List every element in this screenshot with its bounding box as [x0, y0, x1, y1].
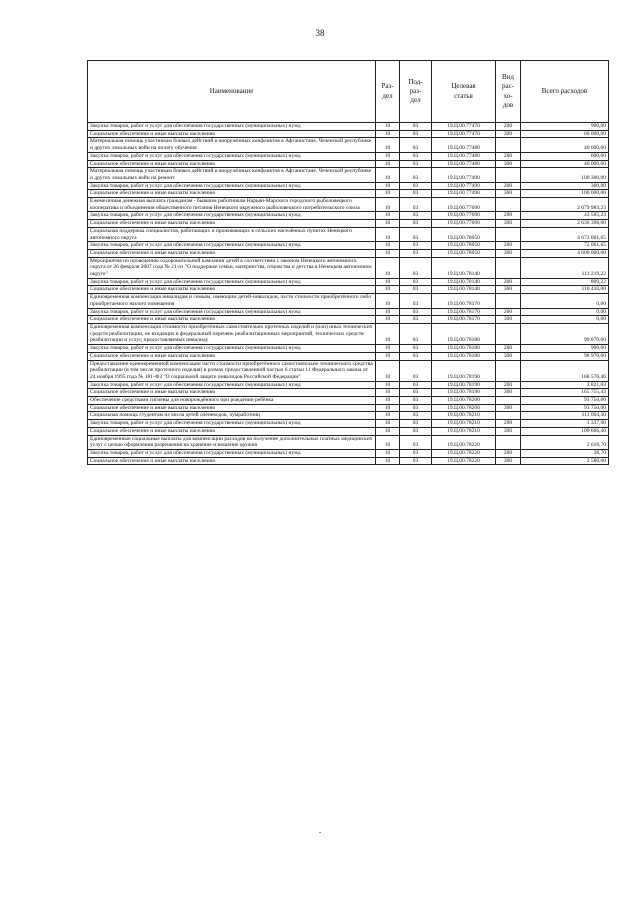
row-total: 99 870,00 [521, 323, 609, 344]
row-name: Единовременная компенсация стоимости приобретённых самостоятельно протезных изделий и (или) иных технических средств реабилитации, не входящих в федеральный перечень реабилитационных мероприятий, технических средств реабилитации и услуг, предоставляемых инвалиду [88, 323, 376, 344]
row-expense-type: 200 [496, 381, 521, 389]
row-expense-type [496, 257, 521, 278]
row-section: 10 [376, 457, 400, 465]
row-expense-type [496, 397, 521, 405]
budget-table [87, 60, 609, 465]
row-total: 111 004,30 [521, 412, 609, 420]
row-total: 900,00 [521, 345, 609, 353]
table-row [88, 220, 609, 228]
row-total: 109 666,40 [521, 427, 609, 435]
row-total: 809,22 [521, 278, 609, 286]
row-total: 1 337,90 [521, 420, 609, 428]
row-expense-type: 300 [496, 249, 521, 257]
row-subsection: 03 [400, 457, 432, 465]
row-name: Закупка товаров, работ и услуг для обеспечения государственных (муниципальных) нужд [88, 152, 376, 160]
row-target: 19.Ц.00.78220 [432, 457, 496, 465]
row-total: 38,70 [521, 449, 609, 457]
row-target: 19.Ц.00.77480 [432, 152, 496, 160]
row-subsection: 03 [400, 352, 432, 360]
row-total: 4 600 000,00 [521, 249, 609, 257]
table-row [88, 449, 609, 457]
row-expense-type: 300 [496, 130, 521, 138]
row-section: 10 [376, 316, 400, 324]
row-name: Мероприятия по проведению оздоровительной кампании детей в соответствии с законом Ненецкого автономного округа от 26 февраля 2007 года № 21-оз "О поддержке семьи, материнства, отцовства и детства в Ненецком автономном округе" [88, 257, 376, 278]
row-section: 10 [376, 435, 400, 449]
row-total: 600,00 [521, 152, 609, 160]
page-number: 38 [315, 28, 325, 38]
row-expense-type: 200 [496, 278, 521, 286]
row-subsection: 03 [400, 190, 432, 198]
table-row [88, 404, 609, 412]
row-subsection: 03 [400, 435, 432, 449]
row-name: Социальное обеспечение и иные выплаты населению [88, 316, 376, 324]
row-section: 10 [376, 404, 400, 412]
row-target: 19.Ц.00.78140 [432, 286, 496, 294]
row-target: 19.Ц.00.78170 [432, 308, 496, 316]
row-subsection: 03 [400, 404, 432, 412]
header-row [88, 61, 609, 123]
row-name: Социальная поддержка специалистов, работающих и проживающих в сельских населённых пунктах Ненецкого автономного округа [88, 227, 376, 241]
table-row [88, 381, 609, 389]
row-subsection: 03 [400, 227, 432, 241]
row-target: 19.Ц.00.78180 [432, 323, 496, 344]
table-row [88, 138, 609, 152]
row-name: Социальное обеспечение и иные выплаты населению [88, 130, 376, 138]
row-target: 19.Ц.00.77490 [432, 182, 496, 190]
row-expense-type [496, 360, 521, 381]
row-target: 19.Ц.00.78180 [432, 352, 496, 360]
row-target: 19.Ц.00.77470 [432, 123, 496, 131]
row-subsection: 03 [400, 182, 432, 190]
table-row [88, 130, 609, 138]
row-expense-type [496, 168, 521, 182]
row-section: 10 [376, 182, 400, 190]
row-subsection: 03 [400, 123, 432, 131]
table-row [88, 212, 609, 220]
row-name: Закупка товаров, работ и услуг для обеспечения государственных (муниципальных) нужд [88, 123, 376, 131]
row-expense-type: 300 [496, 457, 521, 465]
header-subsection: Под- раз- дел [400, 61, 432, 123]
row-section: 10 [376, 352, 400, 360]
row-total: 165 755,43 [521, 389, 609, 397]
row-name: Социальное обеспечение и иные выплаты населению [88, 190, 376, 198]
row-section: 10 [376, 420, 400, 428]
row-name: Социальное обеспечение и иные выплаты населению [88, 352, 376, 360]
table-row [88, 123, 609, 131]
row-expense-type: 200 [496, 345, 521, 353]
row-target: 19.Ц.00.78210 [432, 420, 496, 428]
row-expense-type: 300 [496, 160, 521, 168]
table-row [88, 412, 609, 420]
row-target: 19.Ц.00.78050 [432, 227, 496, 241]
row-total: 40 000,00 [521, 160, 609, 168]
row-total: 2 618,70 [521, 435, 609, 449]
row-target: 19.Ц.00.78170 [432, 316, 496, 324]
row-total: 100 000,00 [521, 190, 609, 198]
row-name: Закупка товаров, работ и услуг для обеспечения государственных (муниципальных) нужд [88, 212, 376, 220]
table-row [88, 168, 609, 182]
row-subsection: 03 [400, 198, 432, 212]
row-target: 19.Ц.00.78190 [432, 360, 496, 381]
table-row [88, 420, 609, 428]
row-target: 19.Ц.00.77470 [432, 130, 496, 138]
row-name: Социальное обеспечение и иные выплаты населению [88, 427, 376, 435]
row-total: 900,00 [521, 123, 609, 131]
row-subsection: 03 [400, 412, 432, 420]
table-row [88, 435, 609, 449]
row-target: 19.Ц.00.77480 [432, 138, 496, 152]
row-target: 19.Ц.00.77480 [432, 160, 496, 168]
table-row [88, 352, 609, 360]
row-subsection: 03 [400, 249, 432, 257]
row-expense-type: 200 [496, 420, 521, 428]
row-subsection: 03 [400, 138, 432, 152]
row-total: 110 410,00 [521, 286, 609, 294]
row-name: Предоставление единовременной компенсации части стоимости приобретённого самостоятельно технического средства реабилитации (в том числе протезного изделия) в размах предоставленной частью 6 статьи 11 Федерального закона от 24 ноября 1995 года № 181-ФЗ "О социальной защите инвалидов Российской Федерации" [88, 360, 376, 381]
row-expense-type: 200 [496, 242, 521, 250]
row-section: 10 [376, 397, 400, 405]
row-name: Закупка товаров, работ и услуг для обеспечения государственных (муниципальных) нужд [88, 381, 376, 389]
table-row [88, 323, 609, 344]
row-name: Закупка товаров, работ и услуг для обеспечения государственных (муниципальных) нужд [88, 449, 376, 457]
row-subsection: 03 [400, 220, 432, 228]
row-subsection: 03 [400, 152, 432, 160]
row-total: 0,00 [521, 316, 609, 324]
row-name: Закупка товаров, работ и услуг для обеспечения государственных (муниципальных) нужд [88, 182, 376, 190]
row-target: 19.Ц.00.78170 [432, 294, 496, 308]
row-expense-type: 200 [496, 182, 521, 190]
table-row [88, 345, 609, 353]
row-total: 2 679 983,23 [521, 198, 609, 212]
row-target: 19.Ц.00.77690 [432, 212, 496, 220]
row-subsection: 03 [400, 242, 432, 250]
table-row [88, 198, 609, 212]
row-subsection: 03 [400, 168, 432, 182]
row-total: 72 061,65 [521, 242, 609, 250]
row-target: 19.Ц.00.78140 [432, 257, 496, 278]
row-section: 10 [376, 249, 400, 257]
row-expense-type: 300 [496, 352, 521, 360]
table-row [88, 152, 609, 160]
row-total: 100 300,00 [521, 168, 609, 182]
row-expense-type: 300 [496, 427, 521, 435]
row-name: Единовременная компенсация инвалидам и семьям, имеющим детей-инвалидов, части стоимости приобретённого либо приобретаемого жилого помещения [88, 294, 376, 308]
row-section: 10 [376, 138, 400, 152]
row-total: 93 750,00 [521, 397, 609, 405]
row-target: 19.Ц.00.78220 [432, 435, 496, 449]
row-expense-type [496, 294, 521, 308]
row-expense-type [496, 227, 521, 241]
row-total: 300,00 [521, 182, 609, 190]
row-total: 2 636 398,00 [521, 220, 609, 228]
row-subsection: 03 [400, 420, 432, 428]
row-section: 10 [376, 294, 400, 308]
table-row [88, 249, 609, 257]
row-name: Материальная помощь участникам боевых действий и вооружённых конфликтов в Афганистане, Чеченской республике и других локальных войн на оплату обучения [88, 138, 376, 152]
header-name: Наименование [88, 61, 376, 123]
row-name: Социальное обеспечение и иные выплаты населению [88, 220, 376, 228]
row-section: 10 [376, 323, 400, 344]
row-target: 19.Ц.00.77690 [432, 220, 496, 228]
table-row [88, 389, 609, 397]
row-section: 10 [376, 168, 400, 182]
row-name: Обеспечение средствами гигиены для новорождённого при рождении ребёнка [88, 397, 376, 405]
row-target: 19.Ц.00.77690 [432, 198, 496, 212]
row-total: 2 580,00 [521, 457, 609, 465]
row-expense-type: 300 [496, 316, 521, 324]
row-subsection: 03 [400, 130, 432, 138]
row-expense-type [496, 435, 521, 449]
header-section: Раз- дел [376, 61, 400, 123]
row-total: 98 970,00 [521, 352, 609, 360]
row-subsection: 03 [400, 212, 432, 220]
row-expense-type [496, 412, 521, 420]
row-target: 19.Ц.00.78200 [432, 404, 496, 412]
table-row [88, 457, 609, 465]
row-section: 10 [376, 427, 400, 435]
row-section: 10 [376, 123, 400, 131]
row-total: 40 600,00 [521, 138, 609, 152]
row-subsection: 03 [400, 160, 432, 168]
row-total: 0,00 [521, 294, 609, 308]
row-total: 168 576,46 [521, 360, 609, 381]
row-target: 19.Ц.00.78210 [432, 412, 496, 420]
row-section: 10 [376, 389, 400, 397]
row-section: 10 [376, 152, 400, 160]
table-row [88, 397, 609, 405]
row-target: 19.Ц.00.78210 [432, 427, 496, 435]
row-target: 19.Ц.00.78050 [432, 249, 496, 257]
row-name: Закупка товаров, работ и услуг для обеспечения государственных (муниципальных) нужд [88, 308, 376, 316]
table-row [88, 190, 609, 198]
row-expense-type: 300 [496, 404, 521, 412]
row-total: 43 585,23 [521, 212, 609, 220]
row-name: Социальное обеспечение и иные выплаты населению [88, 457, 376, 465]
row-expense-type: 300 [496, 286, 521, 294]
row-name: Социальная помощь студентам из числа детей оленеводов, чумработниц [88, 412, 376, 420]
row-name: Социальное обеспечение и иные выплаты населению [88, 389, 376, 397]
header-target: Целевая статья [432, 61, 496, 123]
row-subsection: 03 [400, 360, 432, 381]
row-total: 93 750,00 [521, 404, 609, 412]
row-name: Единовременные социальные выплаты для компенсации расходов на получение дополнительных платных медицинских услуг с целью оформления разрешения на хранение и ношение оружия [88, 435, 376, 449]
row-target: 19.Ц.00.78180 [432, 345, 496, 353]
row-expense-type: 300 [496, 220, 521, 228]
row-expense-type: 200 [496, 308, 521, 316]
row-subsection: 03 [400, 316, 432, 324]
row-expense-type: 200 [496, 449, 521, 457]
row-name: Материальная помощь участникам боевых действий и вооружённых конфликтов в Афганистане, Чеченской республике и других локальных войн на ремонт [88, 168, 376, 182]
row-target: 19.Ц.00.77490 [432, 190, 496, 198]
row-subsection: 03 [400, 397, 432, 405]
row-section: 10 [376, 360, 400, 381]
table-row [88, 308, 609, 316]
table-row [88, 257, 609, 278]
row-target: 19.Ц.00.78050 [432, 242, 496, 250]
row-name: Закупка товаров, работ и услуг для обеспечения государственных (муниципальных) нужд [88, 345, 376, 353]
row-subsection: 03 [400, 278, 432, 286]
table-row [88, 427, 609, 435]
row-section: 10 [376, 286, 400, 294]
row-section: 10 [376, 278, 400, 286]
row-section: 10 [376, 227, 400, 241]
row-subsection: 03 [400, 449, 432, 457]
row-expense-type [496, 198, 521, 212]
row-section: 10 [376, 160, 400, 168]
row-subsection: 03 [400, 381, 432, 389]
table-row [88, 242, 609, 250]
row-name: Ежемесячная денежная выплата гражданам - бывшим работникам Нарьян-Марского городского рыболовецкого кооператива и объединения общественного питания Ненецкого окружного рыболовецкого потребительского союза [88, 198, 376, 212]
row-name: Социальное обеспечение и иные выплаты населению [88, 286, 376, 294]
table-row [88, 278, 609, 286]
table-row [88, 160, 609, 168]
row-section: 10 [376, 449, 400, 457]
row-target: 19.Ц.00.78190 [432, 389, 496, 397]
row-target: 19.Ц.00.77490 [432, 168, 496, 182]
row-section: 10 [376, 212, 400, 220]
row-section: 10 [376, 412, 400, 420]
row-section: 10 [376, 345, 400, 353]
table-row [88, 286, 609, 294]
row-expense-type: 200 [496, 212, 521, 220]
header-total: Всего расходов [521, 61, 609, 123]
row-name: Социальное обеспечение и иные выплаты населению [88, 404, 376, 412]
row-subsection: 03 [400, 427, 432, 435]
row-name: Социальное обеспечение и иные выплаты населению [88, 249, 376, 257]
row-expense-type: 200 [496, 152, 521, 160]
row-expense-type: 300 [496, 190, 521, 198]
table-row [88, 182, 609, 190]
table-row [88, 360, 609, 381]
row-section: 10 [376, 130, 400, 138]
row-section: 10 [376, 198, 400, 212]
row-target: 19.Ц.00.78190 [432, 381, 496, 389]
row-name: Закупка товаров, работ и услуг для обеспечения государственных (муниципальных) нужд [88, 420, 376, 428]
row-target: 19.Ц.00.78220 [432, 449, 496, 457]
row-expense-type: 300 [496, 389, 521, 397]
row-total: 2 821,03 [521, 381, 609, 389]
row-subsection: 03 [400, 308, 432, 316]
row-expense-type: 200 [496, 123, 521, 131]
row-target: 19.Ц.00.78200 [432, 397, 496, 405]
row-name: Социальное обеспечение и иные выплаты населению [88, 160, 376, 168]
row-name: Закупка товаров, работ и услуг для обеспечения государственных (муниципальных) нужд [88, 242, 376, 250]
row-total: 0,00 [521, 308, 609, 316]
footer-mark: - [318, 828, 322, 836]
row-total: 60 000,00 [521, 130, 609, 138]
row-section: 10 [376, 242, 400, 250]
row-subsection: 03 [400, 389, 432, 397]
row-subsection: 03 [400, 257, 432, 278]
row-expense-type [496, 138, 521, 152]
row-subsection: 03 [400, 294, 432, 308]
row-total: 4 672 061,65 [521, 227, 609, 241]
row-subsection: 03 [400, 286, 432, 294]
header-expense-type: Вид рас- хо- дов [496, 61, 521, 123]
row-subsection: 03 [400, 345, 432, 353]
row-subsection: 03 [400, 323, 432, 344]
row-section: 10 [376, 381, 400, 389]
row-target: 19.Ц.00.78140 [432, 278, 496, 286]
row-section: 10 [376, 190, 400, 198]
row-name: Закупка товаров, работ и услуг для обеспечения государственных (муниципальных) нужд [88, 278, 376, 286]
table-row [88, 294, 609, 308]
row-expense-type [496, 323, 521, 344]
row-section: 10 [376, 220, 400, 228]
table-row [88, 227, 609, 241]
row-section: 10 [376, 257, 400, 278]
row-section: 10 [376, 308, 400, 316]
table-row [88, 316, 609, 324]
row-total: 111 219,22 [521, 257, 609, 278]
